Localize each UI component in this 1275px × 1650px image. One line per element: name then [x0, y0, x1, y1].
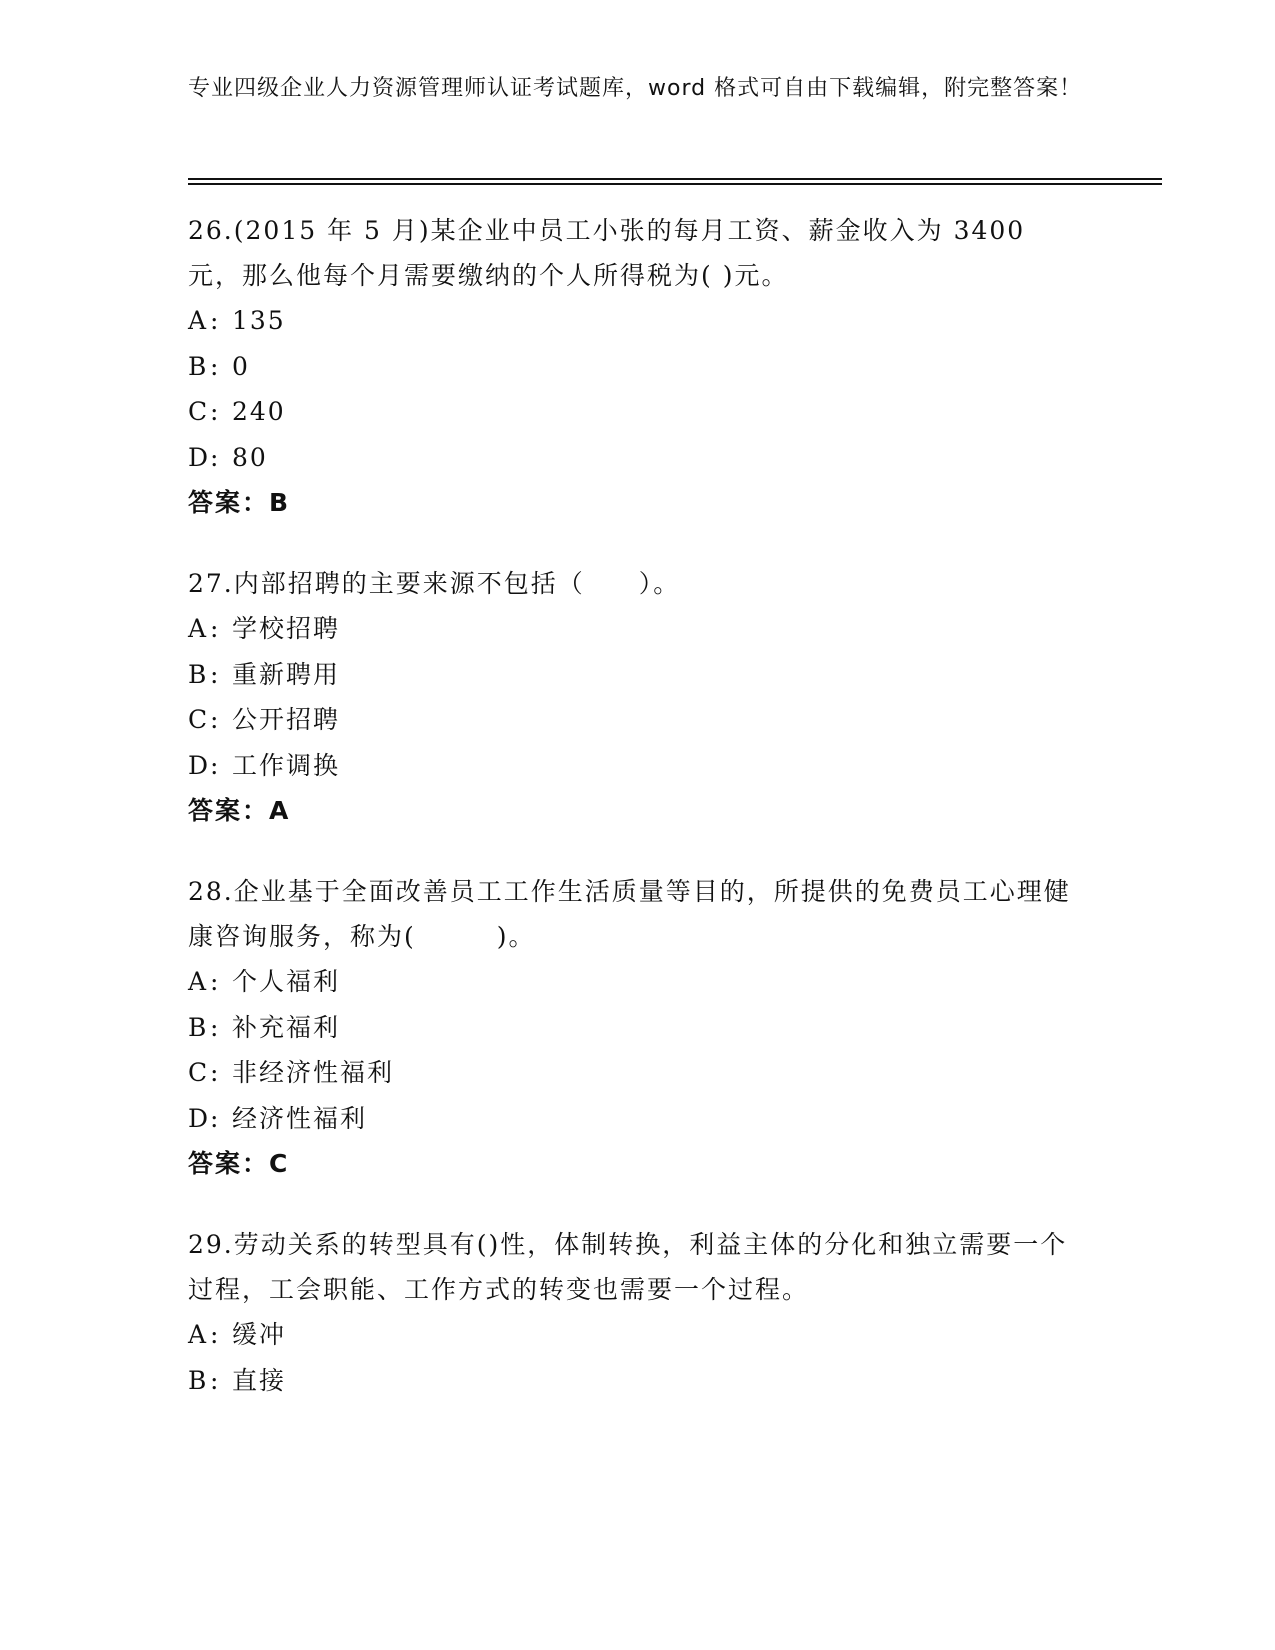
- header-rule-bottom: [188, 183, 1162, 185]
- option-a: A: 个人福利: [188, 967, 341, 996]
- answer-label: 答案：C: [188, 1149, 290, 1178]
- option-b: B: 0: [188, 351, 250, 381]
- option-d: D: 80: [188, 442, 268, 472]
- option-b: B: 直接: [188, 1365, 287, 1395]
- question-29: [188, 1222, 1088, 1403]
- question-stem: 29.劳动关系的转型具有()性，体制转换，利益主体的分化和独立需要一个过程，工会职能、工作方式的转变也需要一个过程。: [188, 1230, 1068, 1304]
- question-stem: 28.企业基于全面改善员工工作生活质量等目的，所提供的免费员工心理健康咨询服务，称为( )。: [188, 877, 1071, 951]
- option-d: D: 经济性福利: [188, 1103, 368, 1133]
- page-header: [188, 74, 1088, 104]
- option-a: A: 学校招聘: [188, 614, 341, 643]
- answer-label: 答案：B: [188, 488, 291, 517]
- option-c: C: 公开招聘: [188, 705, 341, 734]
- question-list: [188, 208, 1088, 1439]
- option-b: B: 重新聘用: [188, 659, 341, 689]
- option-c: C: 非经济性福利: [188, 1058, 395, 1087]
- option-a: A: 缓冲: [188, 1320, 287, 1349]
- question-stem: 26.(2015 年 5 月)某企业中员工小张的每月工资、薪金收入为 3400 元，那么他每个月需要缴纳的个人所得税为( )元。: [188, 216, 1026, 290]
- option-a: A: 135: [188, 306, 286, 335]
- option-c: C: 240: [188, 397, 286, 426]
- document-title: 专业四级企业人力资源管理师认证考试题库，word 格式可自由下载编辑，附完整答案！: [188, 76, 1083, 101]
- question-28: [188, 869, 1088, 1186]
- answer-label: 答案：A: [188, 796, 291, 825]
- question-27: [188, 561, 1088, 833]
- option-d: D: 工作调换: [188, 750, 341, 780]
- question-26: [188, 208, 1088, 525]
- header-rule-top: [188, 178, 1162, 180]
- option-b: B: 补充福利: [188, 1012, 341, 1042]
- question-stem: 27.内部招聘的主要来源不包括（ ）。: [188, 569, 681, 598]
